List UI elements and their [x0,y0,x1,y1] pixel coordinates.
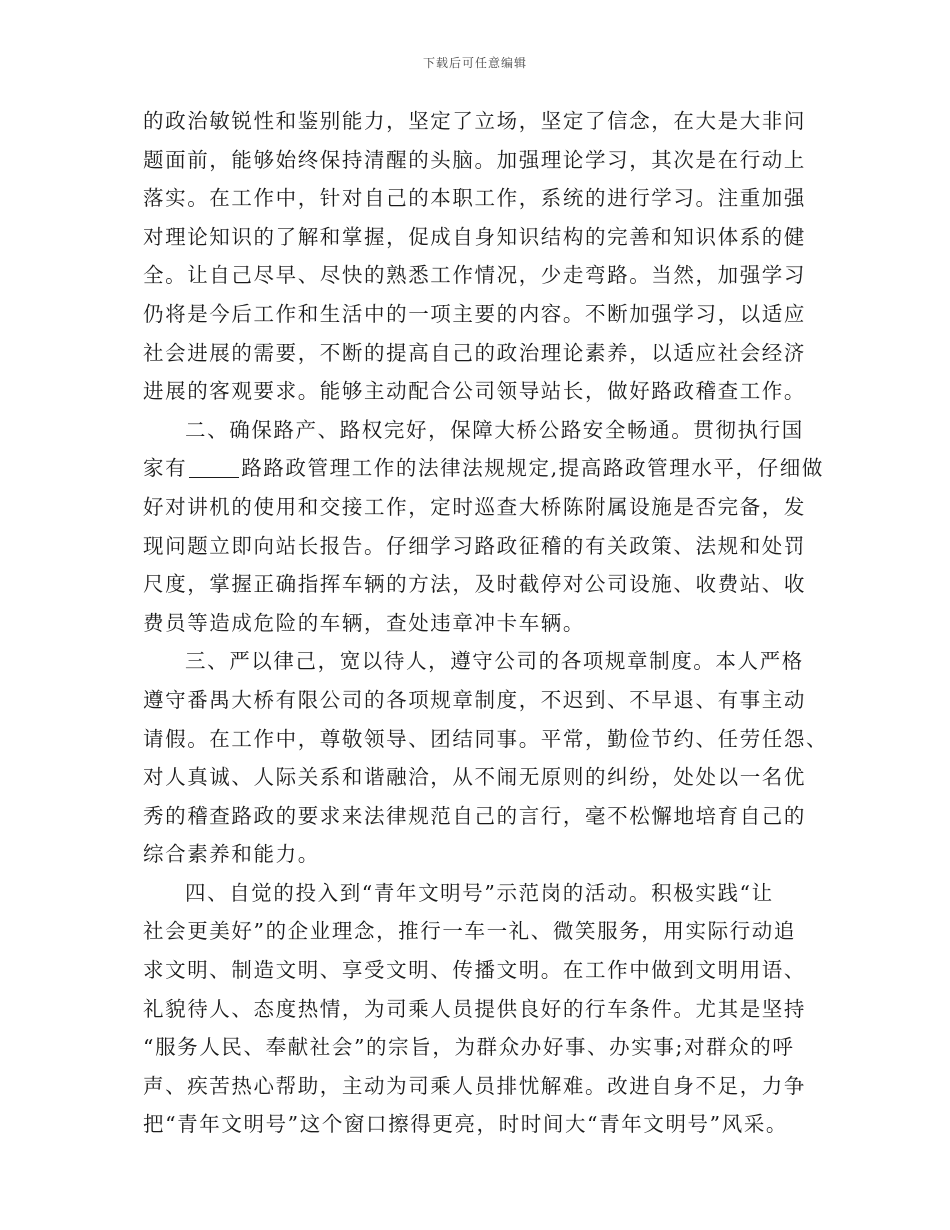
text-line: 尺度，掌握正确指挥车辆的方法，及时截停对公司设施、收费站、收 [143,572,806,597]
text-line-with-blank [143,449,824,488]
text-line: 对理论知识的了解和掌握，促成自身知识结构的完善和知识体系的健 [143,224,806,249]
text-line: 费员等造成危险的车辆，查处违章冲卡车辆。 [143,610,585,635]
text-line: 落实。在工作中，针对自己的本职工作，系统的进行学习。注重加强 [143,186,806,211]
text-line: 对人真诚、人际关系和谐融洽，从不闹无原则的纠纷，处处以一名优 [143,765,806,790]
text-line: 全。让自己尽早、尽快的熟悉工作情况，少走弯路。当然，加强学习 [143,263,806,288]
text-line: 把“青年文明号”这个窗口擦得更亮，时时间大“青年文明号”风采。 [143,1112,789,1137]
paragraph-start-line: 二、确保路产、路权完好，保障大桥公路安全畅通。贯彻执行国 [185,417,804,442]
text-line: 好对讲机的使用和交接工作，定时巡查大桥陈附属设施是否完备，发 [143,494,806,519]
text-line: 进展的客观要求。能够主动配合公司领导站长，做好路政稽查工作。 [143,379,806,404]
text-line: 社会进展的需要，不断的提高自己的政治理论素养，以适应社会经济 [143,340,806,365]
text-line: 综合素养和能力。 [143,842,320,867]
page-header-note: 下载后可任意编辑 [422,56,527,70]
text-line: 题面前，能够始终保持清醒的头脑。加强理论学习，其次是在行动上 [143,147,806,172]
paragraph-start-line: 四、自觉的投入到“青年文明号”示范岗的活动。积极实践“让 [185,880,774,905]
document-body [143,102,829,1144]
text-line: 现问题立即向站长报告。仔细学习路政征稽的有关政策、法规和处罚 [143,533,806,558]
text-line: 秀的稽查路政的要求来法律规范自己的言行，毫不松懈地培育自己的 [143,803,806,828]
text-line: “服务人民、奉献社会”的宗旨，为群众办好事、办实事;对群众的呼 [143,1035,795,1060]
text-segment: 路路政管理工作的法律法规规定,提高路政管理水平，仔细做 [241,456,824,481]
text-line: 遵守番禺大桥有限公司的各项规章制度，不迟到、不早退、有事主动 [143,687,806,712]
text-line: 请假。在工作中，尊敬领导、团结同事。平常，勤俭节约、任劳任怨、 [143,726,829,751]
text-line: 礼貌待人、态度热情，为司乘人员提供良好的行车条件。尤其是坚持 [143,996,806,1021]
text-segment: 家有 [143,456,188,481]
text-line: 求文明、制造文明、享受文明、传播文明。在工作中做到文明用语、 [143,958,806,983]
text-line: 声、疾苦热心帮助，主动为司乘人员排忧解难。改进自身不足，力争 [143,1073,806,1098]
paragraph-start-line: 三、严以律己，宽以待人，遵守公司的各项规章制度。本人严格 [185,649,804,674]
text-line: 社会更美好”的企业理念，推行一车一礼、微笑服务，用实际行动追 [143,919,796,944]
fill-in-blank [189,457,239,478]
text-line: 仍将是今后工作和生活中的一项主要的内容。不断加强学习，以适应 [143,301,806,326]
text-line: 的政治敏锐性和鉴别能力，坚定了立场，坚定了信念，在大是大非问 [143,109,806,133]
